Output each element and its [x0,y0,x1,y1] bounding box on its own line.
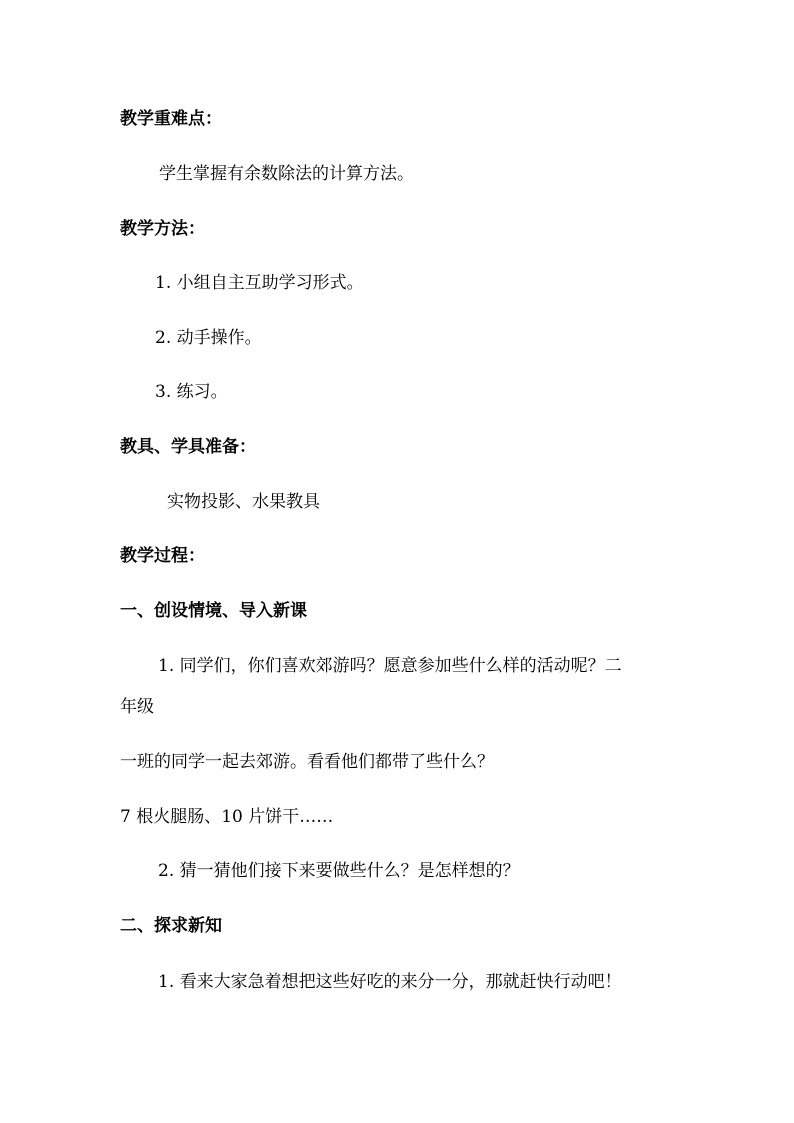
part-two-item1: 1. 看来大家急着想把这些好吃的来分一分，那就赶快行动吧！ [158,972,622,992]
materials-heading: 教具、学具准备： [120,437,256,457]
key-points-heading: 教学重难点： [120,109,222,129]
part-one-item2: 2. 猜一猜他们接下来要做些什么？是怎样想的？ [158,861,520,881]
method-item-1: 1. 小组自主互助学习形式。 [155,273,364,293]
part-one-item1-line4: 7 根火腿肠、10 片饼干…… [120,807,334,827]
materials-text: 实物投影、水果教具 [167,492,320,512]
key-points-text: 学生掌握有余数除法的计算方法。 [159,164,414,184]
part-two-heading: 二、探求新知 [120,916,222,936]
method-item-2: 2. 动手操作。 [155,328,262,348]
process-heading: 教学过程： [120,546,205,566]
part-one-item1-line2: 年级 [120,697,154,717]
method-item-3: 3. 练习。 [155,382,228,402]
part-one-item1-line1: 1. 同学们，你们喜欢郊游吗？愿意参加些什么样的活动呢？二 [158,656,622,676]
part-one-heading: 一、创设情境、导入新课 [120,601,307,621]
part-one-item1-line3: 一班的同学一起去郊游。看看他们都带了些什么？ [120,752,494,772]
methods-heading: 教学方法： [120,219,205,239]
